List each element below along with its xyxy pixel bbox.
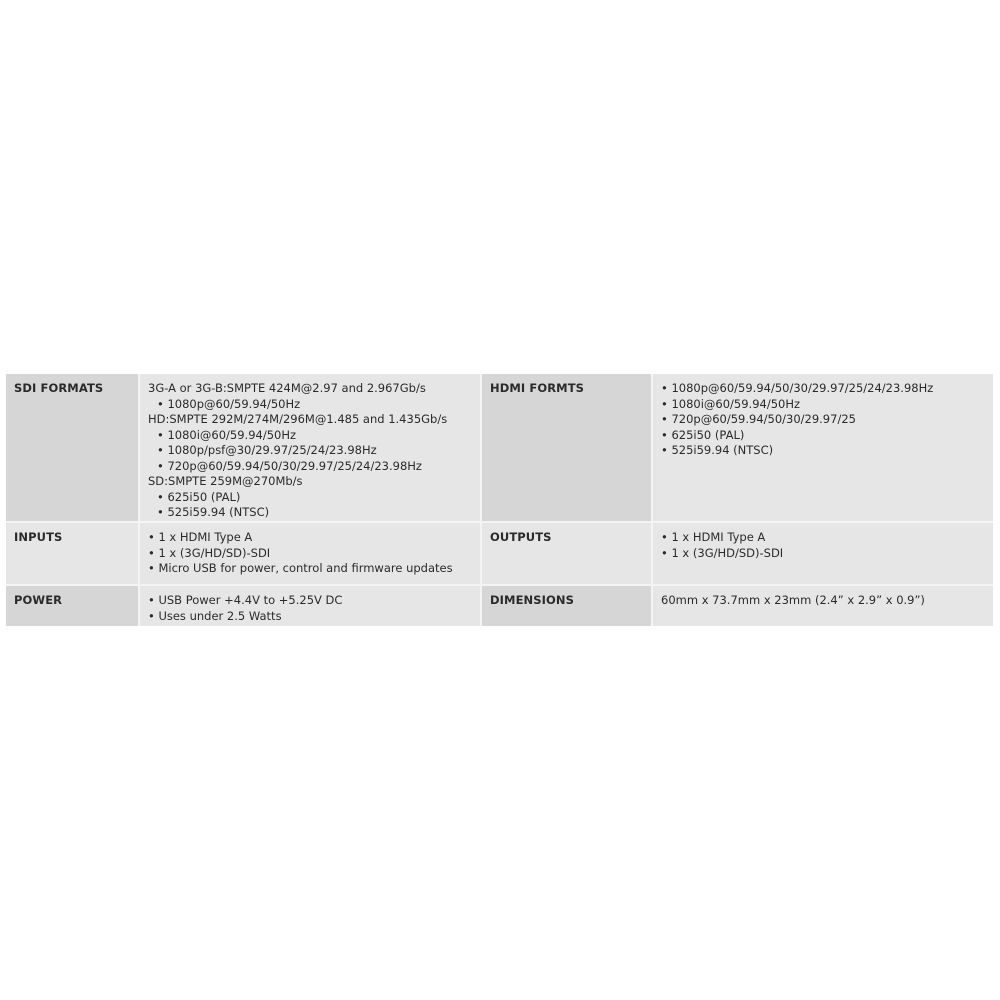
spec-list-item: • USB Power +4.4V to +5.25V DC [148,593,472,609]
spec-label-outputs: OUTPUTS [482,523,653,586]
spec-list-item: • 625i50 (PAL) [148,490,472,506]
spec-list-item: • Uses under 2.5 Watts [148,609,472,625]
spec-value-inputs [140,523,482,586]
spec-list-item: • 1 x (3G/HD/SD)-SDI [148,546,472,562]
spec-table [6,374,993,626]
spec-line: 60mm x 73.7mm x 23mm (2.4” x 2.9” x 0.9”) [661,593,925,607]
spec-list-item: • 1 x (3G/HD/SD)-SDI [661,546,985,562]
spec-value-power [140,586,482,626]
spec-value-sdi-formats [140,374,482,523]
spec-list-item: • 525i59.94 (NTSC) [661,443,985,459]
spec-list-item: • 1080i@60/59.94/50Hz [148,428,472,444]
spec-list-item: • 1080i@60/59.94/50Hz [661,397,985,413]
spec-label-power: POWER [6,586,140,626]
spec-value-hdmi-formats [653,374,993,523]
spec-list-item: • 1080p/psf@30/29.97/25/24/23.98Hz [148,443,472,459]
spec-label-sdi-formats: SDI FORMATS [6,374,140,523]
spec-list-item: • 625i50 (PAL) [661,428,985,444]
spec-list-item: • 720p@60/59.94/50/30/29.97/25/24/23.98Hz [148,459,472,475]
spec-label-inputs: INPUTS [6,523,140,586]
spec-list-item: • 1080p@60/59.94/50Hz [148,397,472,413]
spec-label-hdmi-formats: HDMI FORMTS [482,374,653,523]
spec-line: HD:SMPTE 292M/274M/296M@1.485 and 1.435Gb/s [148,412,448,426]
spec-list-item: • 720p@60/59.94/50/30/29.97/25 [661,412,985,428]
spec-value-dimensions [653,586,993,626]
spec-list-item: • 1080p@60/59.94/50/30/29.97/25/24/23.98Hz [661,381,985,397]
spec-line: SD:SMPTE 259M@270Mb/s [148,474,303,488]
spec-list-item: • Micro USB for power, control and firmware updates [148,561,472,577]
spec-value-outputs [653,523,993,586]
spec-list-item: • 525i59.94 (NTSC) [148,505,472,521]
spec-list-item: • 1 x HDMI Type A [661,530,985,546]
spec-list-item: • 1 x HDMI Type A [148,530,472,546]
spec-line: 3G-A or 3G-B:SMPTE 424M@2.97 and 2.967Gb/s [148,381,426,395]
spec-label-dimensions: DIMENSIONS [482,586,653,626]
